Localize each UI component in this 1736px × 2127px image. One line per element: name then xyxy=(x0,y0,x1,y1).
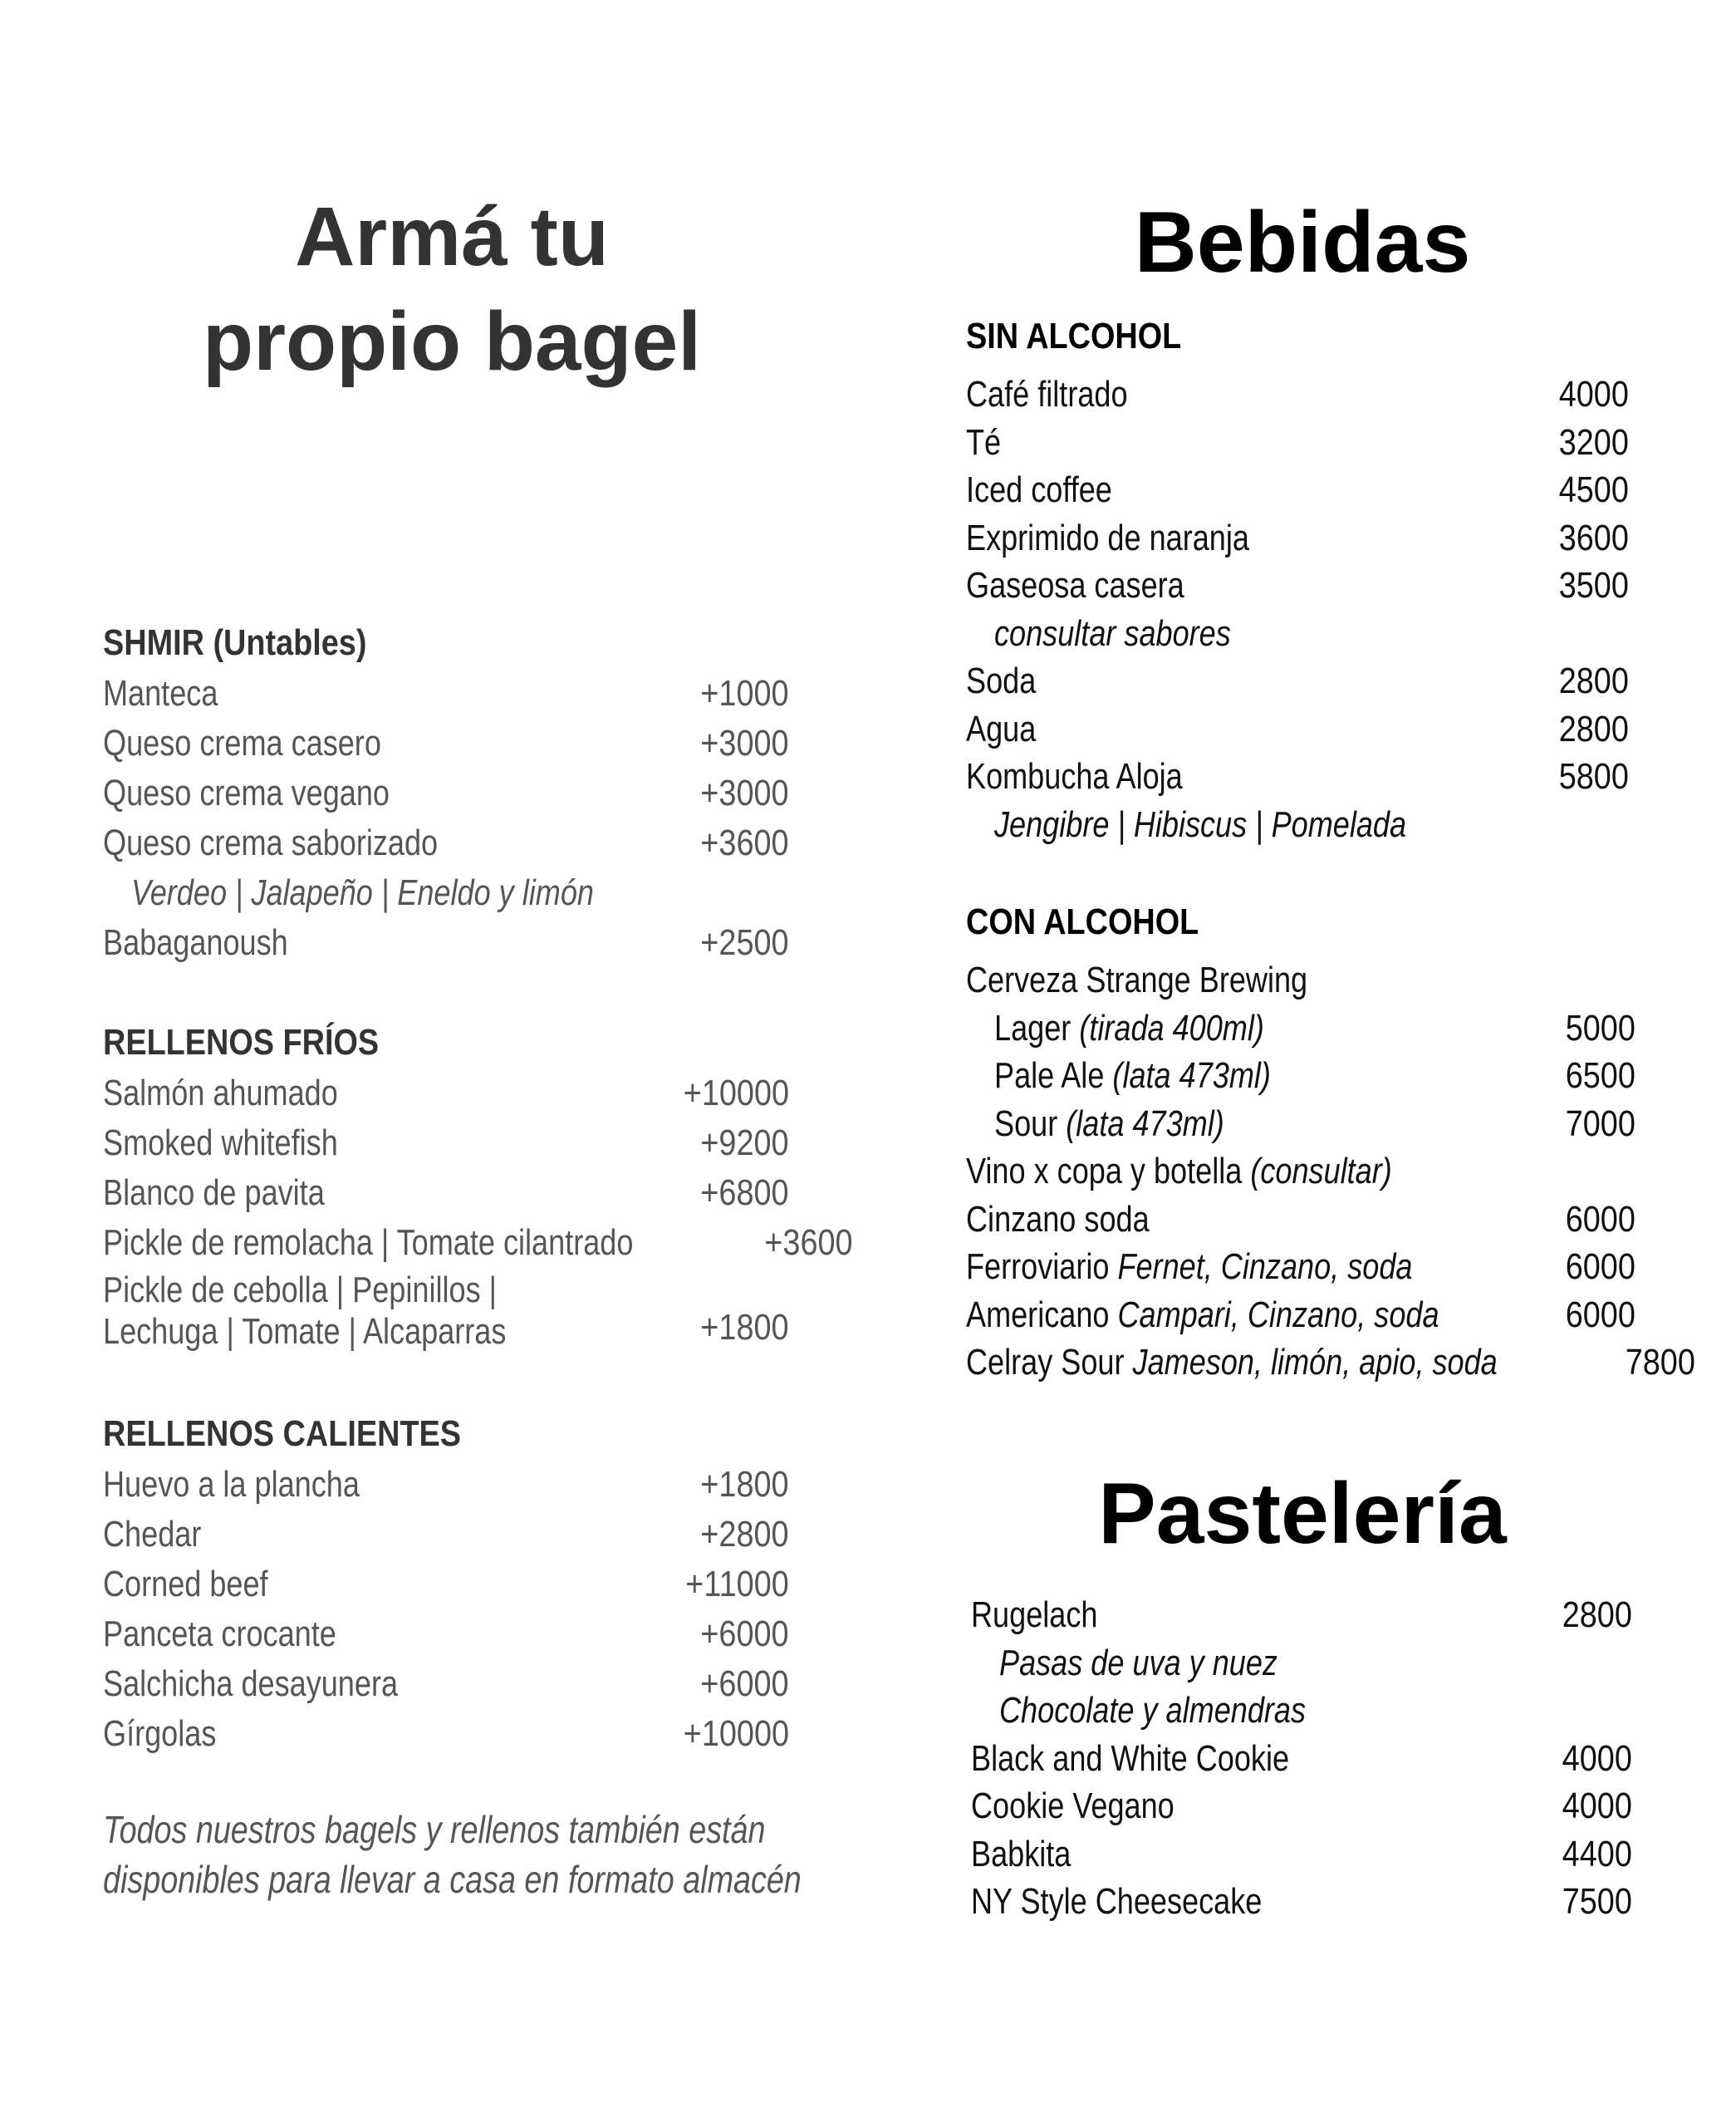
item-label: Ferroviario xyxy=(966,1246,1110,1287)
item-price: +10000 xyxy=(683,1713,789,1754)
list-item xyxy=(103,818,789,868)
item-name xyxy=(966,1243,1412,1291)
list-item-note xyxy=(966,610,1629,658)
item-name: Soda xyxy=(966,661,1037,701)
item-name: Cerveza Strange Brewing xyxy=(966,960,1308,1000)
item-name: Babaganoush xyxy=(103,922,288,963)
item-price: 5800 xyxy=(1558,756,1629,797)
item-name xyxy=(994,1052,1271,1100)
item-detail: Fernet, Cinzano, soda xyxy=(1117,1246,1413,1287)
item-name xyxy=(994,1005,1264,1053)
frios-heading: RELLENOS FRÍOS xyxy=(103,1022,380,1063)
list-item xyxy=(966,1243,1635,1291)
list-item xyxy=(103,1709,789,1759)
list-item xyxy=(103,769,789,818)
list-item xyxy=(966,1052,1635,1100)
list-item xyxy=(966,705,1629,754)
bagel-title-line1: Armá tu xyxy=(295,190,609,283)
list-item xyxy=(103,1609,789,1659)
item-detail: (lata 473ml) xyxy=(1112,1055,1271,1096)
item-name: Queso crema saborizado xyxy=(103,823,439,863)
list-item xyxy=(966,956,1635,1005)
item-price: +6800 xyxy=(700,1172,789,1213)
item-name-line2: Lechuga | Tomate | Alcaparras xyxy=(103,1311,507,1352)
item-variant: Pasas de uva y nuez xyxy=(999,1642,1277,1683)
item-name: Black and White Cookie xyxy=(971,1737,1290,1779)
item-price: 2800 xyxy=(1562,1594,1632,1635)
list-item xyxy=(966,419,1629,467)
calientes-list xyxy=(103,1460,789,1759)
item-detail: Jameson, limón, apio, soda xyxy=(1132,1342,1498,1383)
list-item xyxy=(103,1460,789,1510)
item-detail: Campari, Cinzano, soda xyxy=(1117,1294,1439,1335)
item-name xyxy=(966,1291,1439,1339)
item-label: Sour xyxy=(994,1103,1058,1144)
list-item xyxy=(103,1118,789,1168)
item-price: +2500 xyxy=(700,922,789,963)
item-name: Queso crema vegano xyxy=(103,773,390,813)
con-alcohol-heading: CON ALCOHOL xyxy=(966,901,1199,942)
list-item xyxy=(971,1782,1632,1830)
item-name: Smoked whitefish xyxy=(103,1122,338,1163)
item-flavors: Verdeo | Jalapeño | Eneldo y limón xyxy=(131,872,594,913)
item-label: Celray Sour xyxy=(966,1342,1125,1383)
item-price: +2800 xyxy=(700,1514,789,1555)
list-item xyxy=(966,562,1629,610)
item-price: 4400 xyxy=(1562,1833,1632,1874)
item-name: Agua xyxy=(966,708,1037,749)
item-price: 2800 xyxy=(1558,661,1629,701)
takeaway-note xyxy=(103,1805,802,1904)
item-name-line1: Pickle de cebolla | Pepinillos | xyxy=(103,1270,498,1310)
list-item-variant xyxy=(971,1687,1632,1735)
item-price: +1800 xyxy=(700,1307,789,1348)
pasteleria-list xyxy=(971,1591,1632,1926)
calientes-heading: RELLENOS CALIENTES xyxy=(103,1413,461,1454)
item-name: Exprimido de naranja xyxy=(966,517,1249,558)
item-name xyxy=(966,1196,1150,1244)
item-name: Blanco de pavita xyxy=(103,1172,325,1213)
list-item xyxy=(103,1168,789,1218)
item-name xyxy=(966,1339,1498,1387)
item-price: 7000 xyxy=(1565,1103,1635,1144)
list-item xyxy=(966,1147,1635,1196)
list-item xyxy=(971,1591,1632,1639)
item-name: Té xyxy=(966,421,1002,463)
list-item xyxy=(966,1005,1635,1053)
item-price: 7500 xyxy=(1562,1881,1632,1922)
list-item-variant xyxy=(971,1639,1632,1687)
item-name: Corned beef xyxy=(103,1564,268,1604)
item-price: +1800 xyxy=(700,1464,789,1505)
item-flavors: Jengibre | Hibiscus | Pomelada xyxy=(994,803,1407,845)
list-item xyxy=(103,669,789,719)
item-name: Salmón ahumado xyxy=(103,1073,338,1113)
item-name: Kombucha Aloja xyxy=(966,756,1183,797)
item-label: Vino x copa y botella xyxy=(966,1151,1243,1191)
item-name: Gírgolas xyxy=(103,1713,217,1754)
item-name: Rugelach xyxy=(971,1594,1098,1635)
list-item xyxy=(103,719,789,769)
item-name: Gaseosa casera xyxy=(966,565,1184,606)
list-item-flavors xyxy=(966,801,1629,849)
item-price: 5000 xyxy=(1565,1007,1635,1049)
list-item xyxy=(103,1218,853,1268)
item-price: +1000 xyxy=(700,673,789,714)
bagel-title-line2: propio bagel xyxy=(203,295,701,388)
item-price: 3500 xyxy=(1558,565,1629,606)
list-item xyxy=(966,514,1629,562)
list-item xyxy=(103,1560,789,1609)
item-name: Cookie Vegano xyxy=(971,1786,1174,1826)
list-item xyxy=(103,1659,789,1709)
list-item xyxy=(971,1878,1632,1926)
list-item xyxy=(103,1510,789,1560)
list-item xyxy=(966,1100,1635,1148)
item-label: Cinzano soda xyxy=(966,1198,1150,1240)
frios-list xyxy=(103,1068,853,1353)
item-detail: (lata 473ml) xyxy=(1066,1103,1224,1144)
bagel-column xyxy=(103,0,853,2127)
item-name: NY Style Cheesecake xyxy=(971,1881,1263,1922)
item-price: +3000 xyxy=(700,773,789,813)
item-price: +10000 xyxy=(683,1073,789,1113)
item-variant: Chocolate y almendras xyxy=(999,1690,1307,1731)
list-item xyxy=(966,753,1629,801)
item-price: 4000 xyxy=(1562,1786,1632,1826)
list-item xyxy=(966,1196,1635,1244)
item-name xyxy=(966,1147,1392,1196)
item-price: 3200 xyxy=(1558,421,1629,463)
note-line2: disponibles para llevar a casa en formato almacén xyxy=(103,1858,802,1901)
item-price: +3600 xyxy=(763,1222,853,1263)
bebidas-title: Bebidas xyxy=(1134,194,1471,291)
list-item xyxy=(971,1735,1632,1783)
item-detail: (consultar) xyxy=(1250,1151,1392,1191)
list-item xyxy=(966,1339,1696,1387)
list-item-flavors xyxy=(103,868,789,918)
bebidas-column xyxy=(966,0,1696,2127)
list-item xyxy=(966,371,1629,419)
item-detail: (tirada 400ml) xyxy=(1079,1007,1264,1049)
item-price: 6000 xyxy=(1565,1294,1635,1335)
item-name: Queso crema casero xyxy=(103,723,381,764)
con-alcohol-list xyxy=(966,956,1696,1387)
sin-alcohol-heading: SIN ALCOHOL xyxy=(966,316,1182,356)
bagel-title xyxy=(103,184,801,394)
list-item xyxy=(966,1291,1635,1339)
list-item xyxy=(971,1830,1632,1879)
item-label: Americano xyxy=(966,1294,1110,1335)
note-line1: Todos nuestros bagels y rellenos también están xyxy=(103,1808,766,1851)
list-item xyxy=(966,466,1629,514)
list-item xyxy=(103,1270,789,1353)
item-name: Café filtrado xyxy=(966,374,1128,415)
item-price: 4000 xyxy=(1558,374,1629,415)
item-price: +3600 xyxy=(700,823,789,863)
item-price: 2800 xyxy=(1558,708,1629,749)
item-note: consultar sabores xyxy=(994,612,1231,654)
item-name: Manteca xyxy=(103,673,218,714)
item-price: +11000 xyxy=(685,1564,789,1604)
shmir-heading: SHMIR (Untables) xyxy=(103,622,367,663)
item-price: 3600 xyxy=(1558,517,1629,558)
list-item xyxy=(103,918,789,968)
item-price: 7800 xyxy=(1625,1342,1696,1383)
item-name: Iced coffee xyxy=(966,469,1112,510)
item-name: Salchicha desayunera xyxy=(103,1663,399,1704)
item-price: +9200 xyxy=(700,1122,789,1163)
item-price: 6500 xyxy=(1565,1055,1635,1096)
item-label: Lager xyxy=(994,1007,1072,1049)
sin-alcohol-list xyxy=(966,371,1629,848)
item-name: Babkita xyxy=(971,1833,1072,1874)
item-price: +6000 xyxy=(700,1614,789,1654)
item-price: 6000 xyxy=(1565,1198,1635,1240)
item-name xyxy=(994,1100,1224,1148)
item-name: Huevo a la plancha xyxy=(103,1464,360,1505)
list-item xyxy=(966,657,1629,705)
item-name: Chedar xyxy=(103,1514,202,1555)
item-price: +6000 xyxy=(700,1663,789,1704)
list-item xyxy=(103,1068,789,1118)
item-price: 4500 xyxy=(1558,469,1629,510)
pasteleria-title: Pastelería xyxy=(1098,1466,1507,1562)
item-price: +3000 xyxy=(700,723,789,764)
item-label: Pale Ale xyxy=(994,1055,1105,1096)
item-price: 6000 xyxy=(1565,1246,1635,1287)
item-name: Pickle de remolacha | Tomate cilantrado xyxy=(103,1222,634,1263)
item-price: 4000 xyxy=(1562,1737,1632,1779)
shmir-list xyxy=(103,669,789,968)
item-name: Panceta crocante xyxy=(103,1614,336,1654)
item-name xyxy=(103,1270,506,1353)
